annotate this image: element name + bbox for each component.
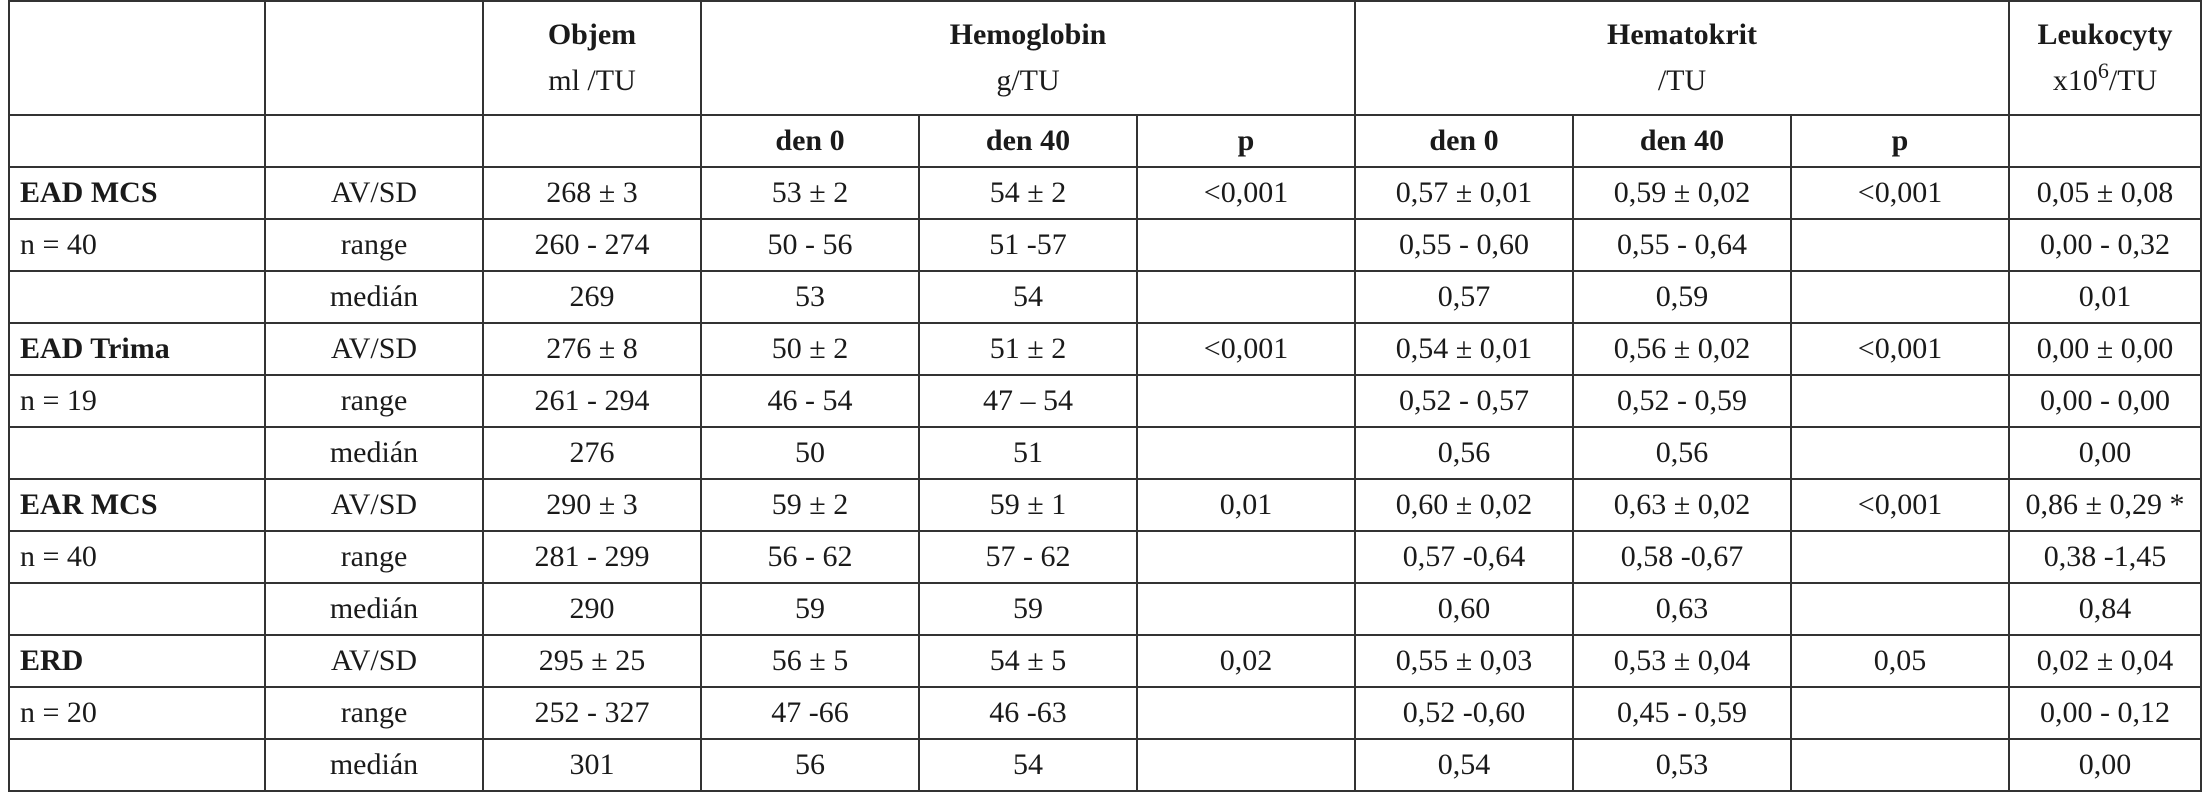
cell-objem: 295 ± 25 <box>483 635 701 687</box>
cell-leu: 0,84 <box>2009 583 2201 635</box>
cell-ht0: 0,55 ± 0,03 <box>1355 635 1573 687</box>
cell-objem: 301 <box>483 739 701 791</box>
cell-ht0: 0,60 <box>1355 583 1573 635</box>
table-row <box>9 687 2201 739</box>
cell-hb40: 46 -63 <box>919 687 1137 739</box>
cell-hb40: 54 ± 2 <box>919 167 1137 219</box>
group-n: n = 19 <box>9 375 265 427</box>
cell-ht0: 0,57 -0,64 <box>1355 531 1573 583</box>
table-container <box>8 0 2202 792</box>
group-name: ERD <box>9 635 265 687</box>
row-label: medián <box>265 271 483 323</box>
header-row-sub <box>9 115 2201 167</box>
cell-ht0: 0,54 ± 0,01 <box>1355 323 1573 375</box>
sub-ht-p: p <box>1791 115 2009 167</box>
sub-hb-den0: den 0 <box>701 115 919 167</box>
cell-leu: 0,00 <box>2009 739 2201 791</box>
sub-ht-den40: den 40 <box>1573 115 1791 167</box>
cell-hb40: 54 <box>919 271 1137 323</box>
table-row <box>9 479 2201 531</box>
cell-ht0: 0,57 ± 0,01 <box>1355 167 1573 219</box>
cell-leu: 0,00 ± 0,00 <box>2009 323 2201 375</box>
leukocyty-unit-sup: 6 <box>2097 58 2109 83</box>
cell-leu: 0,00 <box>2009 427 2201 479</box>
cell-htp <box>1791 427 2009 479</box>
cell-hb40: 57 - 62 <box>919 531 1137 583</box>
cell-hb40: 51 <box>919 427 1137 479</box>
row-label: medián <box>265 427 483 479</box>
cell-leu: 0,01 <box>2009 271 2201 323</box>
cell-hb0: 53 <box>701 271 919 323</box>
cell-hbp: <0,001 <box>1137 167 1355 219</box>
cell-hb0: 53 ± 2 <box>701 167 919 219</box>
table-row <box>9 427 2201 479</box>
header-objem-unit: ml /TU <box>548 64 636 97</box>
cell-ht0: 0,55 - 0,60 <box>1355 219 1573 271</box>
data-table <box>8 0 2202 792</box>
cell-hb40: 47 – 54 <box>919 375 1137 427</box>
cell-hbp <box>1137 271 1355 323</box>
row-label: medián <box>265 583 483 635</box>
cell-hb0: 50 ± 2 <box>701 323 919 375</box>
cell-ht40: 0,63 ± 0,02 <box>1573 479 1791 531</box>
cell-objem: 276 ± 8 <box>483 323 701 375</box>
sub-empty <box>2009 115 2201 167</box>
cell-hb40: 59 <box>919 583 1137 635</box>
cell-leu: 0,00 - 0,00 <box>2009 375 2201 427</box>
cell-htp <box>1791 687 2009 739</box>
cell-objem: 268 ± 3 <box>483 167 701 219</box>
table-row <box>9 167 2201 219</box>
cell-ht0: 0,60 ± 0,02 <box>1355 479 1573 531</box>
cell-leu: 0,86 ± 0,29 * <box>2009 479 2201 531</box>
cell-hbp <box>1137 375 1355 427</box>
cell-ht40: 0,56 <box>1573 427 1791 479</box>
header-hematokrit-title: Hematokrit <box>1607 18 1757 51</box>
cell-hb0: 50 - 56 <box>701 219 919 271</box>
group-name: EAD MCS <box>9 167 265 219</box>
cell-hb40: 51 -57 <box>919 219 1137 271</box>
cell-htp <box>1791 219 2009 271</box>
cell-objem: 290 ± 3 <box>483 479 701 531</box>
cell-hbp: 0,01 <box>1137 479 1355 531</box>
sub-hb-p: p <box>1137 115 1355 167</box>
row-label: medián <box>265 739 483 791</box>
header-empty-label <box>265 1 483 115</box>
header-hemoglobin <box>701 1 1355 115</box>
cell-ht40: 0,52 - 0,59 <box>1573 375 1791 427</box>
cell-objem: 261 - 294 <box>483 375 701 427</box>
cell-hb40: 51 ± 2 <box>919 323 1137 375</box>
group-n: n = 20 <box>9 687 265 739</box>
cell-leu: 0,02 ± 0,04 <box>2009 635 2201 687</box>
cell-hbp <box>1137 739 1355 791</box>
header-leukocyty <box>2009 1 2201 115</box>
cell-leu: 0,00 - 0,12 <box>2009 687 2201 739</box>
cell-ht0: 0,52 -0,60 <box>1355 687 1573 739</box>
row-label: AV/SD <box>265 479 483 531</box>
row-label: AV/SD <box>265 323 483 375</box>
table-row <box>9 271 2201 323</box>
row-label: range <box>265 531 483 583</box>
group-empty <box>9 583 265 635</box>
sub-empty <box>9 115 265 167</box>
table-row <box>9 583 2201 635</box>
group-empty <box>9 427 265 479</box>
cell-hb40: 54 ± 5 <box>919 635 1137 687</box>
table-row <box>9 531 2201 583</box>
cell-ht0: 0,57 <box>1355 271 1573 323</box>
sub-empty <box>483 115 701 167</box>
cell-htp <box>1791 583 2009 635</box>
cell-htp: <0,001 <box>1791 479 2009 531</box>
cell-htp: <0,001 <box>1791 323 2009 375</box>
cell-hbp <box>1137 583 1355 635</box>
cell-hb40: 54 <box>919 739 1137 791</box>
cell-ht0: 0,56 <box>1355 427 1573 479</box>
table-row <box>9 375 2201 427</box>
cell-objem: 281 - 299 <box>483 531 701 583</box>
cell-objem: 269 <box>483 271 701 323</box>
cell-objem: 260 - 274 <box>483 219 701 271</box>
cell-ht40: 0,59 ± 0,02 <box>1573 167 1791 219</box>
group-empty <box>9 739 265 791</box>
cell-hb0: 47 -66 <box>701 687 919 739</box>
cell-hbp <box>1137 687 1355 739</box>
row-label: range <box>265 687 483 739</box>
table-body <box>9 167 2201 791</box>
cell-hb40: 59 ± 1 <box>919 479 1137 531</box>
cell-hbp <box>1137 531 1355 583</box>
cell-hbp <box>1137 427 1355 479</box>
table-row <box>9 739 2201 791</box>
row-label: AV/SD <box>265 635 483 687</box>
table-row <box>9 635 2201 687</box>
row-label: range <box>265 375 483 427</box>
group-empty <box>9 271 265 323</box>
table-row <box>9 219 2201 271</box>
group-name: EAD Trima <box>9 323 265 375</box>
header-leukocyty-title: Leukocyty <box>2037 18 2173 51</box>
cell-htp <box>1791 739 2009 791</box>
group-n: n = 40 <box>9 219 265 271</box>
cell-hb0: 59 <box>701 583 919 635</box>
cell-htp <box>1791 271 2009 323</box>
cell-htp <box>1791 531 2009 583</box>
cell-ht0: 0,54 <box>1355 739 1573 791</box>
cell-ht40: 0,63 <box>1573 583 1791 635</box>
header-hematokrit-unit: /TU <box>1657 64 1707 97</box>
cell-leu: 0,00 - 0,32 <box>2009 219 2201 271</box>
cell-ht40: 0,45 - 0,59 <box>1573 687 1791 739</box>
leukocyty-unit-post: /TU <box>2108 64 2158 97</box>
cell-objem: 276 <box>483 427 701 479</box>
cell-hb0: 50 <box>701 427 919 479</box>
cell-hbp <box>1137 219 1355 271</box>
group-n: n = 40 <box>9 531 265 583</box>
cell-ht40: 0,58 -0,67 <box>1573 531 1791 583</box>
table-row <box>9 323 2201 375</box>
cell-ht40: 0,56 ± 0,02 <box>1573 323 1791 375</box>
cell-leu: 0,38 -1,45 <box>2009 531 2201 583</box>
cell-htp <box>1791 375 2009 427</box>
cell-hbp: 0,02 <box>1137 635 1355 687</box>
sub-empty <box>265 115 483 167</box>
row-label: AV/SD <box>265 167 483 219</box>
header-empty-group <box>9 1 265 115</box>
header-hemoglobin-unit: g/TU <box>996 64 1060 97</box>
cell-ht40: 0,59 <box>1573 271 1791 323</box>
cell-hb0: 56 <box>701 739 919 791</box>
header-row-main <box>9 1 2201 115</box>
cell-ht40: 0,55 - 0,64 <box>1573 219 1791 271</box>
cell-objem: 252 - 327 <box>483 687 701 739</box>
cell-ht0: 0,52 - 0,57 <box>1355 375 1573 427</box>
cell-htp: <0,001 <box>1791 167 2009 219</box>
header-objem <box>483 1 701 115</box>
header-hemoglobin-title: Hemoglobin <box>949 18 1107 51</box>
cell-hb0: 46 - 54 <box>701 375 919 427</box>
leukocyty-unit-pre: x10 <box>2052 64 2098 97</box>
cell-hb0: 56 - 62 <box>701 531 919 583</box>
cell-ht40: 0,53 <box>1573 739 1791 791</box>
header-hematokrit <box>1355 1 2009 115</box>
cell-htp: 0,05 <box>1791 635 2009 687</box>
header-leukocyty-unit <box>2020 58 2190 104</box>
header-objem-title: Objem <box>547 18 637 51</box>
cell-hb0: 56 ± 5 <box>701 635 919 687</box>
sub-ht-den0: den 0 <box>1355 115 1573 167</box>
cell-leu: 0,05 ± 0,08 <box>2009 167 2201 219</box>
cell-hbp: <0,001 <box>1137 323 1355 375</box>
sub-hb-den40: den 40 <box>919 115 1137 167</box>
cell-ht40: 0,53 ± 0,04 <box>1573 635 1791 687</box>
row-label: range <box>265 219 483 271</box>
group-name: EAR MCS <box>9 479 265 531</box>
cell-objem: 290 <box>483 583 701 635</box>
cell-hb0: 59 ± 2 <box>701 479 919 531</box>
